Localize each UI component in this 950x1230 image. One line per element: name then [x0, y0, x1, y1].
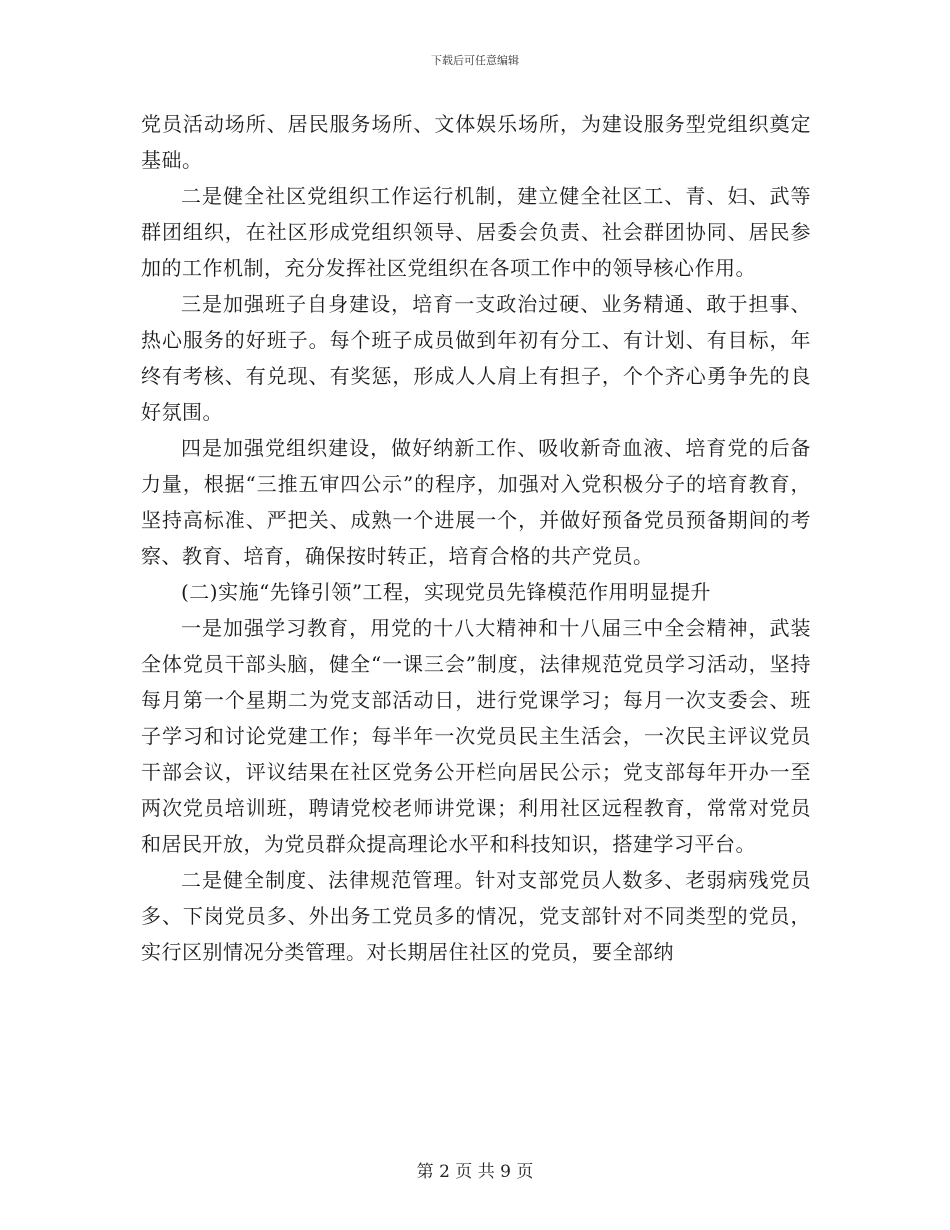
page-header: 下载后可任意编辑 [431, 54, 519, 67]
section-heading: (二)实施“先锋引领”工程，实现党员先锋模范作用明显提升 [181, 580, 712, 604]
paragraph-3: 三是加强班子自身建设，培育一支政治过硬、业务精通、敢于担事、热心服务的好班子。每个班子成员做到年初有分工、有计划、有目标，年终有考核、有兑现、有奖惩，形成人人肩上有担子，个个齐心勇争先的良好氛围。 [141, 292, 811, 424]
paragraph-6: 二是健全制度、法律规范管理。针对支部党员人数多、老弱病残党员多、下岗党员多、外出务工党员多的情况，党支部针对不同类型的党员，实行区别情况分类管理。对长期居住社区的党员，要全部纳 [141, 868, 811, 964]
paragraph-2: 二是健全社区党组织工作运行机制，建立健全社区工、青、妇、武等群团组织，在社区形成党组织领导、居委会负责、社会群团协同、居民参加的工作机制，充分发挥社区党组织在各项工作中的领导核心作用。 [141, 184, 811, 280]
page-number: 第 2 页 共 9 页 [416, 1162, 534, 1182]
document-body [141, 106, 811, 970]
paragraph-5: 一是加强学习教育，用党的十八大精神和十八届三中全会精神，武装全体党员干部头脑，健全“一课三会”制度，法律规范党员学习活动，坚持每月第一个星期二为党支部活动日，进行党课学习；每月一次支委会、班子学习和讨论党建工作；每半年一次党员民主生活会，一次民主评议党员干部会议，评议结果在社区党务公开栏向居民公示；党支部每年开办一至两次党员培训班，聘请党校老师讲党课；利用社区远程教育，常常对党员和居民开放，为党员群众提高理论水平和科技知识，搭建学习平台。 [141, 616, 811, 856]
paragraph-4: 四是加强党组织建设，做好纳新工作、吸收新奇血液、培育党的后备力量，根据“三推五审四公示”的程序，加强对入党积极分子的培育教育，坚持高标准、严把关、成熟一个进展一个，并做好预备党员预备期间的考察、教育、培育，确保按时转正，培育合格的共产党员。 [141, 436, 811, 568]
paragraph-1: 党员活动场所、居民服务场所、文体娱乐场所，为建设服务型党组织奠定基础。 [141, 112, 811, 172]
